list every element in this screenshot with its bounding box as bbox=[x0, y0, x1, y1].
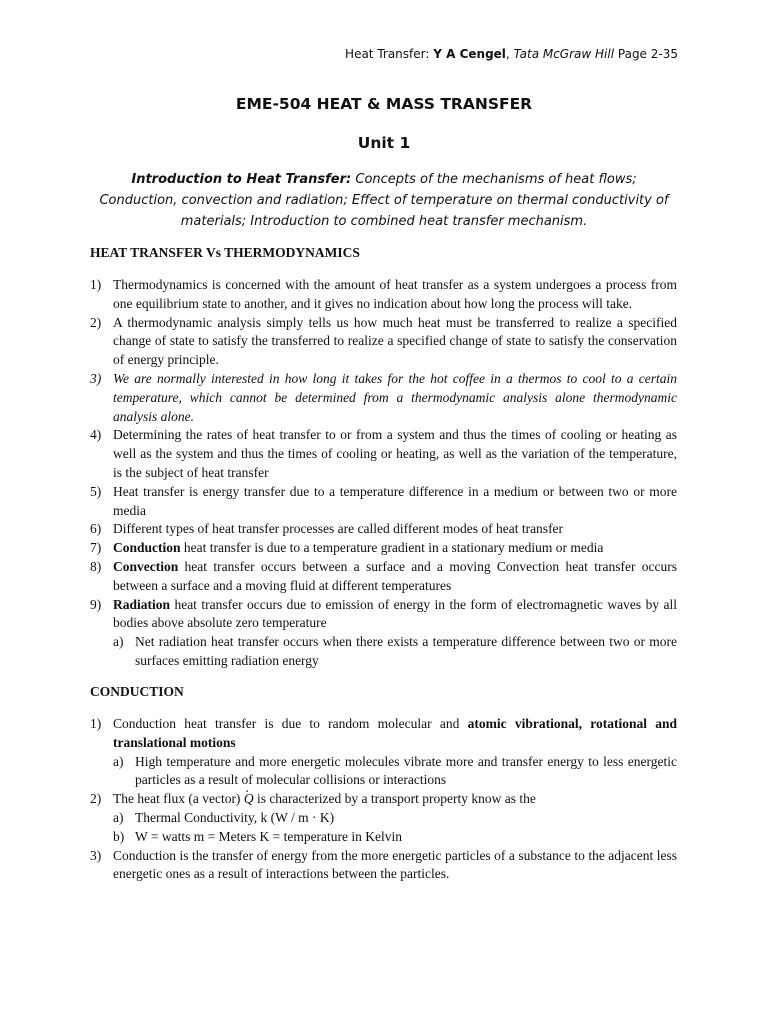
list-item: 2) A thermodynamic analysis simply tells us how much heat must be transferred to realize a specified change of state to satisfy the transferred to realize a specified change of state to satisfy the conservation of energy principle. bbox=[90, 314, 677, 368]
header-author: Y A Cengel bbox=[433, 47, 506, 61]
list-item: 2) The heat flux (a vector) Q · is characterized by a transport property know as the bbox=[90, 790, 677, 809]
term-convection: Convection bbox=[113, 558, 179, 574]
sub-list-item: b) W = watts m = Meters K = temperature in Kelvin bbox=[113, 828, 403, 844]
header-publisher: Tata McGraw Hill bbox=[513, 47, 615, 61]
list-item: 1) Thermodynamics is concerned with the amount of heat transfer as a system undergoes a process from one equilibrium state to another, and it gives no indication about how long the process will take. bbox=[90, 277, 677, 311]
term-radiation: Radiation bbox=[113, 596, 171, 612]
sub-list-item: a) High temperature and more energetic molecules vibrate more and transfer energy to less energetic particles as a result of molecular collisions or interactions bbox=[113, 753, 677, 788]
list-item: 4) Determining the rates of heat transfer to or from a system and thus the times of cooling or heating as well as the system and thus the times of cooling or heating, as well as the variation of the temperature, is the subject of heat transfer bbox=[90, 427, 677, 480]
list-item: 7) Conduction heat transfer is due to a temperature gradient in a stationary medium or media bbox=[90, 540, 604, 556]
course-title: EME-504 HEAT & MASS TRANSFER bbox=[235, 95, 533, 113]
list-item: 8) Convection heat transfer occurs between a surface and a moving Convection heat transfer occurs between a surface and a moving fluid at different temperatures bbox=[90, 558, 677, 593]
intro-lead: Introduction to Heat Transfer: bbox=[131, 172, 352, 187]
list-item: 3) We are normally interested in how long it takes for the hot coffee in a thermos to cool to a certain temperature, which cannot be determined from a thermodynamic analysis alone thermodynamic analysis alone. bbox=[90, 370, 677, 424]
page-header-reference: Heat Transfer: Y A Cengel, Tata McGraw Hill Page 2-35 bbox=[345, 47, 678, 61]
header-prefix: Heat Transfer: bbox=[345, 47, 430, 61]
term-molecular-motions: atomic vibrational, rotational and translational motions bbox=[113, 716, 677, 750]
term-conduction: Conduction bbox=[113, 540, 181, 556]
list-item: 3) Conduction is the transfer of energy from the more energetic particles of a substance to the adjacent less energetic ones as a result of interactions between the particles. bbox=[90, 847, 677, 882]
list-item: 9) Radiation heat transfer occurs due to emission of energy in the form of electromagnetic waves by all bodies above absolute zero temperature bbox=[90, 596, 677, 631]
conduction-list bbox=[90, 715, 677, 884]
heat-transfer-vs-thermodynamics-list bbox=[90, 276, 677, 671]
unit-title: Unit 1 bbox=[357, 134, 411, 152]
sub-list-item: a) Net radiation heat transfer occurs when there exists a temperature difference between two or more surfaces emitting radiation energy bbox=[113, 634, 677, 668]
section-heading-conduction: CONDUCTION bbox=[90, 684, 184, 699]
list-item: 1) Conduction heat transfer is due to random molecular and atomic vibrational, rotational and translational motions bbox=[90, 716, 677, 750]
section-heading-heat-transfer-vs-thermodynamics: HEAT TRANSFER Vs THERMODYNAMICS bbox=[90, 245, 360, 260]
header-page: Page 2-35 bbox=[617, 47, 678, 61]
list-item: 6) Different types of heat transfer processes are called different modes of heat transfer bbox=[90, 521, 564, 537]
intro-text: Concepts of the mechanisms of heat flows; Conduction, convection and radiation; Effect of temperature on thermal conductivity of materials; Introduction to combined heat transfer mechanism. bbox=[99, 172, 669, 229]
intro-paragraph bbox=[92, 169, 676, 232]
list-item: 5) Heat transfer is energy transfer due to a temperature difference in a medium or between two or more media bbox=[90, 483, 677, 518]
heat-flux-symbol: Q · bbox=[244, 791, 254, 806]
sub-list-item: a) Thermal Conductivity, k (W / m · K) bbox=[113, 809, 335, 825]
